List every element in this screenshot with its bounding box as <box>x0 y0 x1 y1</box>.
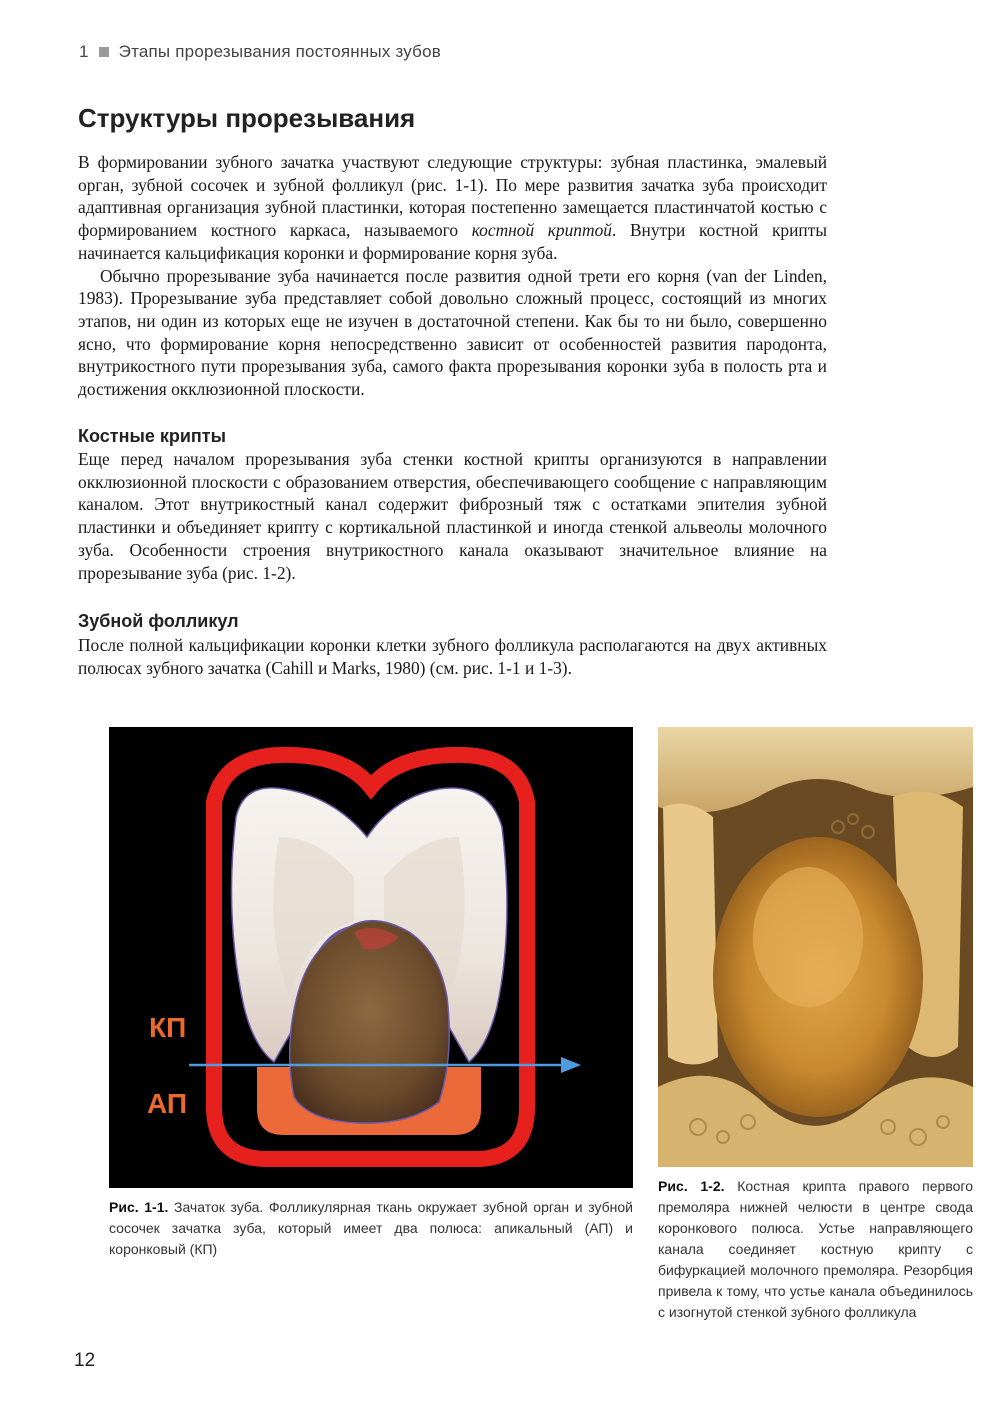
subsection-title-bone-crypts: Костные крипты <box>78 426 226 446</box>
figure-1-caption-text: Зачаток зуба. Фолликулярная ткань окружает зубной орган и зубной сосочек зачатка зуба, который имеет два полюса: апикальный (АП) и коронковый (КП) <box>109 1199 634 1257</box>
figure-1-image <box>109 727 633 1188</box>
figure-2-caption-label: Рис. 1-2. <box>658 1178 725 1194</box>
chapter-number: 1 <box>79 42 89 61</box>
paragraph-2: Обычно прорезывание зуба начинается после развития одной трети его корня (van der Linden, 1983). Прорезывание зуба представляет собой довольно сложный процесс, состоящий из многих этапов, ни один из которых еще не изучен в достаточной степени. Как бы то ни было, совершенно ясно, что формирование корня непосредственно зависит от особенностей развития пародонта, внутрикостного пути прорезывания зуба, самого факта прорезывания коронки зуба в полость рта и достижения окклюзионной плоскости. <box>78 265 827 400</box>
running-head <box>79 42 441 62</box>
figure-2-caption <box>658 1176 973 1323</box>
label-coronal-pole: КП <box>149 1012 187 1043</box>
subsection-title-dental-follicle: Зубной фолликул <box>78 611 239 631</box>
italic-term: костной криптой <box>471 220 612 241</box>
chapter-title: Этапы прорезывания постоянных зубов <box>118 42 441 61</box>
section-body <box>78 151 827 401</box>
paragraph-3: Еще перед началом прорезывания зуба стенки костной крипты организуются в направлении окклюзионной плоскости с образованием отверстия, обеспечивающего сообщение с направляющим каналом. Этот внутрикостный канал содержит фиброзный тяж с остатками эпителия зубной пластинки и объединяет крипту с кортикальной пластинкой и иногда стенкой альвеолы молочного зуба. Особенности строения внутрикостного канала оказывают значительное влияние на прорезывание зуба (рис. 1-2). <box>78 449 827 583</box>
figure-1-caption-label: Рис. 1-1. <box>109 1199 169 1215</box>
figure-2-caption-text: Костная крипта правого первого премоляра нижней челюсти в центре свода коронкового полюса. Устье направляющего канала соединяет костную крипту с бифуркацией молочного премоляра. Резорбция привела к тому, что устье канала объединилось с изогнутой стенкой зубного фолликула <box>658 1178 973 1320</box>
tooth-germ-illustration <box>109 727 633 1188</box>
bone-crypt-illustration <box>658 727 973 1167</box>
figure-1-caption <box>109 1197 633 1260</box>
label-apical-pole: АП <box>147 1088 187 1119</box>
subsection-1-body <box>78 448 827 584</box>
square-bullet-icon <box>99 47 109 57</box>
paragraph-1: В формировании зубного зачатка участвуют следующие структуры: зубная пластинка, эмалевый орган, зубной сосочек и зубной фолликул (рис. 1-1). По мере развития зачатка зуба происходит адаптивная организация зубной пластинки, которая постепенно замещается пластинчатой костью с формированием костного каркаса, называемого костной криптой. Внутри костной крипты начинается кальцификация коронки и формирование корня зуба. <box>78 152 827 263</box>
section-title: Структуры прорезывания <box>78 103 416 133</box>
arrowhead-icon <box>561 1057 581 1073</box>
paragraph-4: После полной кальцификации коронки клетки зубного фолликула располагаются на двух активных полюсах зубного зачатка (Cahill и Marks, 1980) (см. рис. 1-1 и 1-3). <box>78 635 827 678</box>
figure-2-image <box>658 727 973 1167</box>
subsection-2-body <box>78 634 827 679</box>
page-number: 12 <box>74 1350 96 1371</box>
left-tooth <box>663 804 718 1065</box>
